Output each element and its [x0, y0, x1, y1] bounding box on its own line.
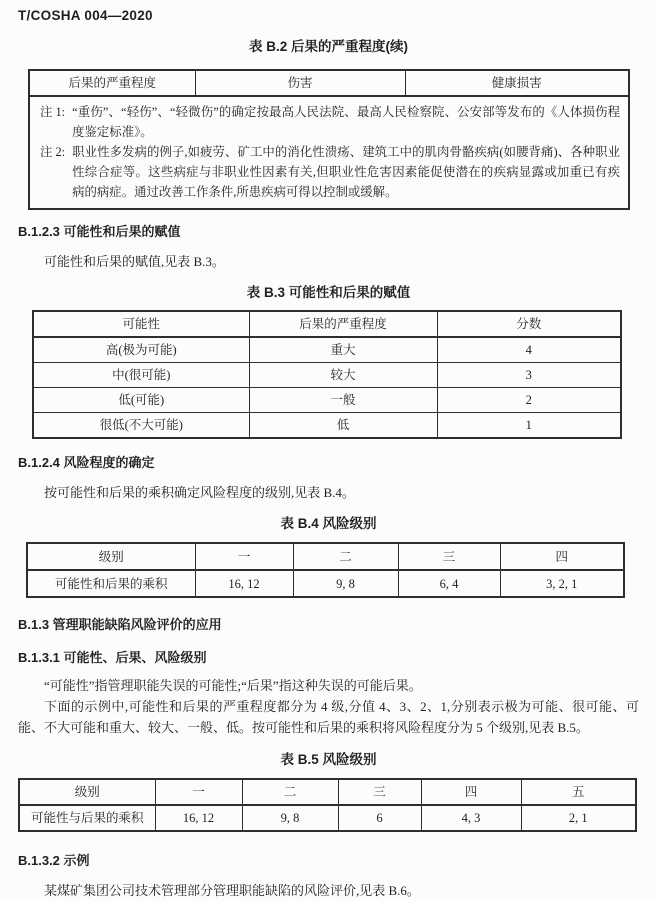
table-cell: 二	[293, 543, 398, 570]
table-row	[33, 413, 621, 439]
table-cell: 低(可能)	[33, 388, 249, 413]
table-cell: 16, 12	[195, 570, 293, 597]
paragraph-b1-3-1-a: “可能性”指管理职能失误的可能性;“后果”指这种失误的可能后果。	[44, 678, 422, 693]
table-cell: 可能性与后果的乘积	[19, 805, 155, 831]
paragraph-b1-2-4: 按可能性和后果的乘积确定风险程度的级别,见表 B.4。	[44, 485, 355, 500]
table-cell: 伤害	[195, 70, 405, 96]
table-row	[33, 337, 621, 363]
table-b5	[18, 778, 637, 832]
table-cell: 一般	[249, 388, 437, 413]
heading-b1-3-1: B.1.3.1 可能性、后果、风险级别	[18, 650, 207, 665]
note-text: “重伤”、“轻伤”、“轻微伤”的确定按最高人民法院、最高人民检察院、公安部等发布的《人体损伤程度鉴定标准》。	[72, 105, 620, 139]
paragraph-b1-2-3: 可能性和后果的赋值,见表 B.3。	[44, 254, 225, 269]
table-cell: 9, 8	[242, 805, 338, 831]
table-cell: 低	[249, 413, 437, 439]
standard-code: T/COSHA 004—2020	[18, 8, 153, 23]
table-cell: 五	[521, 779, 636, 805]
table-b3	[32, 310, 622, 439]
table-row	[33, 388, 621, 413]
table-cell: 四	[500, 543, 624, 570]
table-note-2	[40, 142, 620, 202]
table-cell: 一	[155, 779, 242, 805]
table-cell: 可能性	[33, 311, 249, 337]
table-cell: 较大	[249, 363, 437, 388]
table-cell: 三	[398, 543, 500, 570]
table-cell: 级别	[27, 543, 195, 570]
table-header-row	[27, 543, 624, 570]
table-cell: 3	[437, 363, 621, 388]
table-b3-title: 表 B.3 可能性和后果的赋值	[246, 285, 411, 300]
table-cell: 6, 4	[398, 570, 500, 597]
note-text: 职业性多发病的例子,如疲劳、矿工中的消化性溃疡、建筑工中的肌肉骨骼疾病(如腰背痛)、各种职业性综合症等。这些病症与非职业性因素有关,但职业性危害因素能促使潜在的疾病显露或加重已有疾病的病症。通过改善工作条件,所患疾病可得以控制或缓解。	[72, 145, 620, 199]
table-cell: 16, 12	[155, 805, 242, 831]
heading-b1-2-3: B.1.2.3 可能性和后果的赋值	[18, 224, 181, 239]
table-cell: 后果的严重程度	[29, 70, 195, 96]
paragraph-b1-3-1-b: 下面的示例中,可能性和后果的严重程度都分为 4 级,分值 4、3、2、1,分别表示极为可能、很可能、可能、不大可能和重大、较大、一般、低。按可能性和后果的乘积将风险程度分为 5 个级别,见表 B.5。	[18, 699, 639, 735]
table-b4	[26, 542, 625, 598]
table-cell: 后果的严重程度	[249, 311, 437, 337]
table-cell: 中(很可能)	[33, 363, 249, 388]
heading-b1-3-2: B.1.3.2 示例	[18, 853, 90, 868]
table-note-1	[40, 102, 620, 142]
table-cell: 可能性和后果的乘积	[27, 570, 195, 597]
table-notes-cell	[29, 96, 629, 209]
table-cell: 3, 2, 1	[500, 570, 624, 597]
table-b5-title: 表 B.5 风险级别	[280, 752, 377, 767]
table-cell: 二	[242, 779, 338, 805]
table-b4-title: 表 B.4 风险级别	[280, 516, 377, 531]
table-cell: 4, 3	[421, 805, 521, 831]
table-cell: 一	[195, 543, 293, 570]
table-header-row	[19, 779, 636, 805]
table-cell: 四	[421, 779, 521, 805]
table-header-row	[33, 311, 621, 337]
table-notes-row	[29, 96, 629, 209]
table-cell: 重大	[249, 337, 437, 363]
table-b2	[28, 69, 630, 210]
note-label: 注 2:	[40, 145, 66, 159]
table-cell: 级别	[19, 779, 155, 805]
table-header-row	[29, 70, 629, 96]
table-cell: 高(极为可能)	[33, 337, 249, 363]
table-row	[33, 363, 621, 388]
table-cell: 9, 8	[293, 570, 398, 597]
paragraph-b1-3-2: 某煤矿集团公司技术管理部分管理职能缺陷的风险评价,见表 B.6。	[44, 883, 420, 898]
table-cell: 2	[437, 388, 621, 413]
table-cell: 分数	[437, 311, 621, 337]
table-cell: 三	[338, 779, 421, 805]
heading-b1-2-4: B.1.2.4 风险程度的确定	[18, 455, 155, 470]
table-cell: 很低(不大可能)	[33, 413, 249, 439]
table-cell: 4	[437, 337, 621, 363]
table-row	[27, 570, 624, 597]
note-label: 注 1:	[40, 105, 66, 119]
table-cell: 6	[338, 805, 421, 831]
table-cell: 2, 1	[521, 805, 636, 831]
table-cell: 健康损害	[405, 70, 629, 96]
table-cell: 1	[437, 413, 621, 439]
table-b2-title: 表 B.2 后果的严重程度(续)	[248, 39, 408, 54]
heading-b1-3: B.1.3 管理职能缺陷风险评价的应用	[18, 617, 222, 632]
table-row	[19, 805, 636, 831]
